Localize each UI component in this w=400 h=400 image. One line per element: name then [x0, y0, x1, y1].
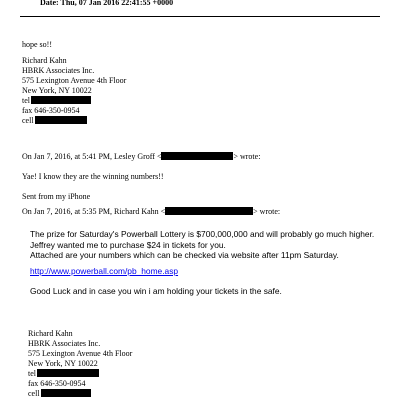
redaction-bar: [165, 207, 253, 215]
quote1-intro: On Jan 7, 2016, at 5:41 PM, Lesley Groff < > wrote:: [22, 152, 261, 161]
redaction-bar: [37, 369, 99, 377]
quote2-line2: Jeffrey wanted me to purchase $24 in tickets for you.: [30, 239, 226, 250]
quote2-closing: Good Luck and in case you win i am holding your tickets in the safe.: [30, 286, 282, 296]
signature2-tel: tel: [28, 369, 132, 379]
signature-name: Richard Kahn: [22, 56, 67, 65]
quote2-message: [30, 229, 374, 261]
signature2-company: HBRK Associates Inc.: [28, 339, 101, 348]
powerball-link[interactable]: http://www.powerball.com/pb_home.asp: [30, 266, 179, 276]
quote2-intro: On Jan 7, 2016, at 5:35 PM, Richard Kahn < > wrote:: [22, 207, 281, 216]
reply-body: hope so!!: [22, 40, 52, 49]
signature-address-line2: New York, NY 10022: [22, 86, 92, 95]
redaction-bar: [31, 96, 91, 104]
signature-block: [22, 56, 126, 126]
quote1-sent-from: Sent from my iPhone: [22, 192, 91, 201]
quote1-body: Yae! I know they are the winning numbers!!: [22, 172, 164, 181]
signature-cell: cell: [22, 116, 126, 126]
redaction-bar: [161, 152, 233, 160]
signature-tel: tel: [22, 96, 126, 106]
header-divider: [20, 16, 380, 17]
signature-block-2: [28, 329, 132, 399]
date-value: Thu, 07 Jan 2016 22:41:55 +0000: [60, 0, 174, 7]
email-date-header: [40, 0, 173, 8]
powerball-link-row: [30, 266, 178, 277]
signature-fax: fax 646-350-0954: [22, 106, 80, 115]
redaction-bar: [35, 116, 87, 124]
signature-address-line1: 575 Lexington Avenue 4th Floor: [22, 76, 127, 85]
signature2-name: Richard Kahn: [28, 329, 73, 338]
signature2-address-line1: 575 Lexington Avenue 4th Floor: [28, 349, 133, 358]
date-label: Date:: [40, 0, 59, 7]
signature2-address-line2: New York, NY 10022: [28, 359, 98, 368]
quote2-line3: Attached are your numbers which can be checked via website after 11pm Saturday.: [30, 250, 339, 261]
signature2-fax: fax 646-350-0954: [28, 379, 86, 388]
quote2-line1: The prize for Saturday's Powerball Lottery is $700,000,000 and will probably go much higher.: [30, 229, 375, 239]
redaction-bar: [41, 389, 91, 397]
signature2-cell: cell: [28, 389, 132, 399]
signature-company: HBRK Associates Inc.: [22, 66, 95, 75]
